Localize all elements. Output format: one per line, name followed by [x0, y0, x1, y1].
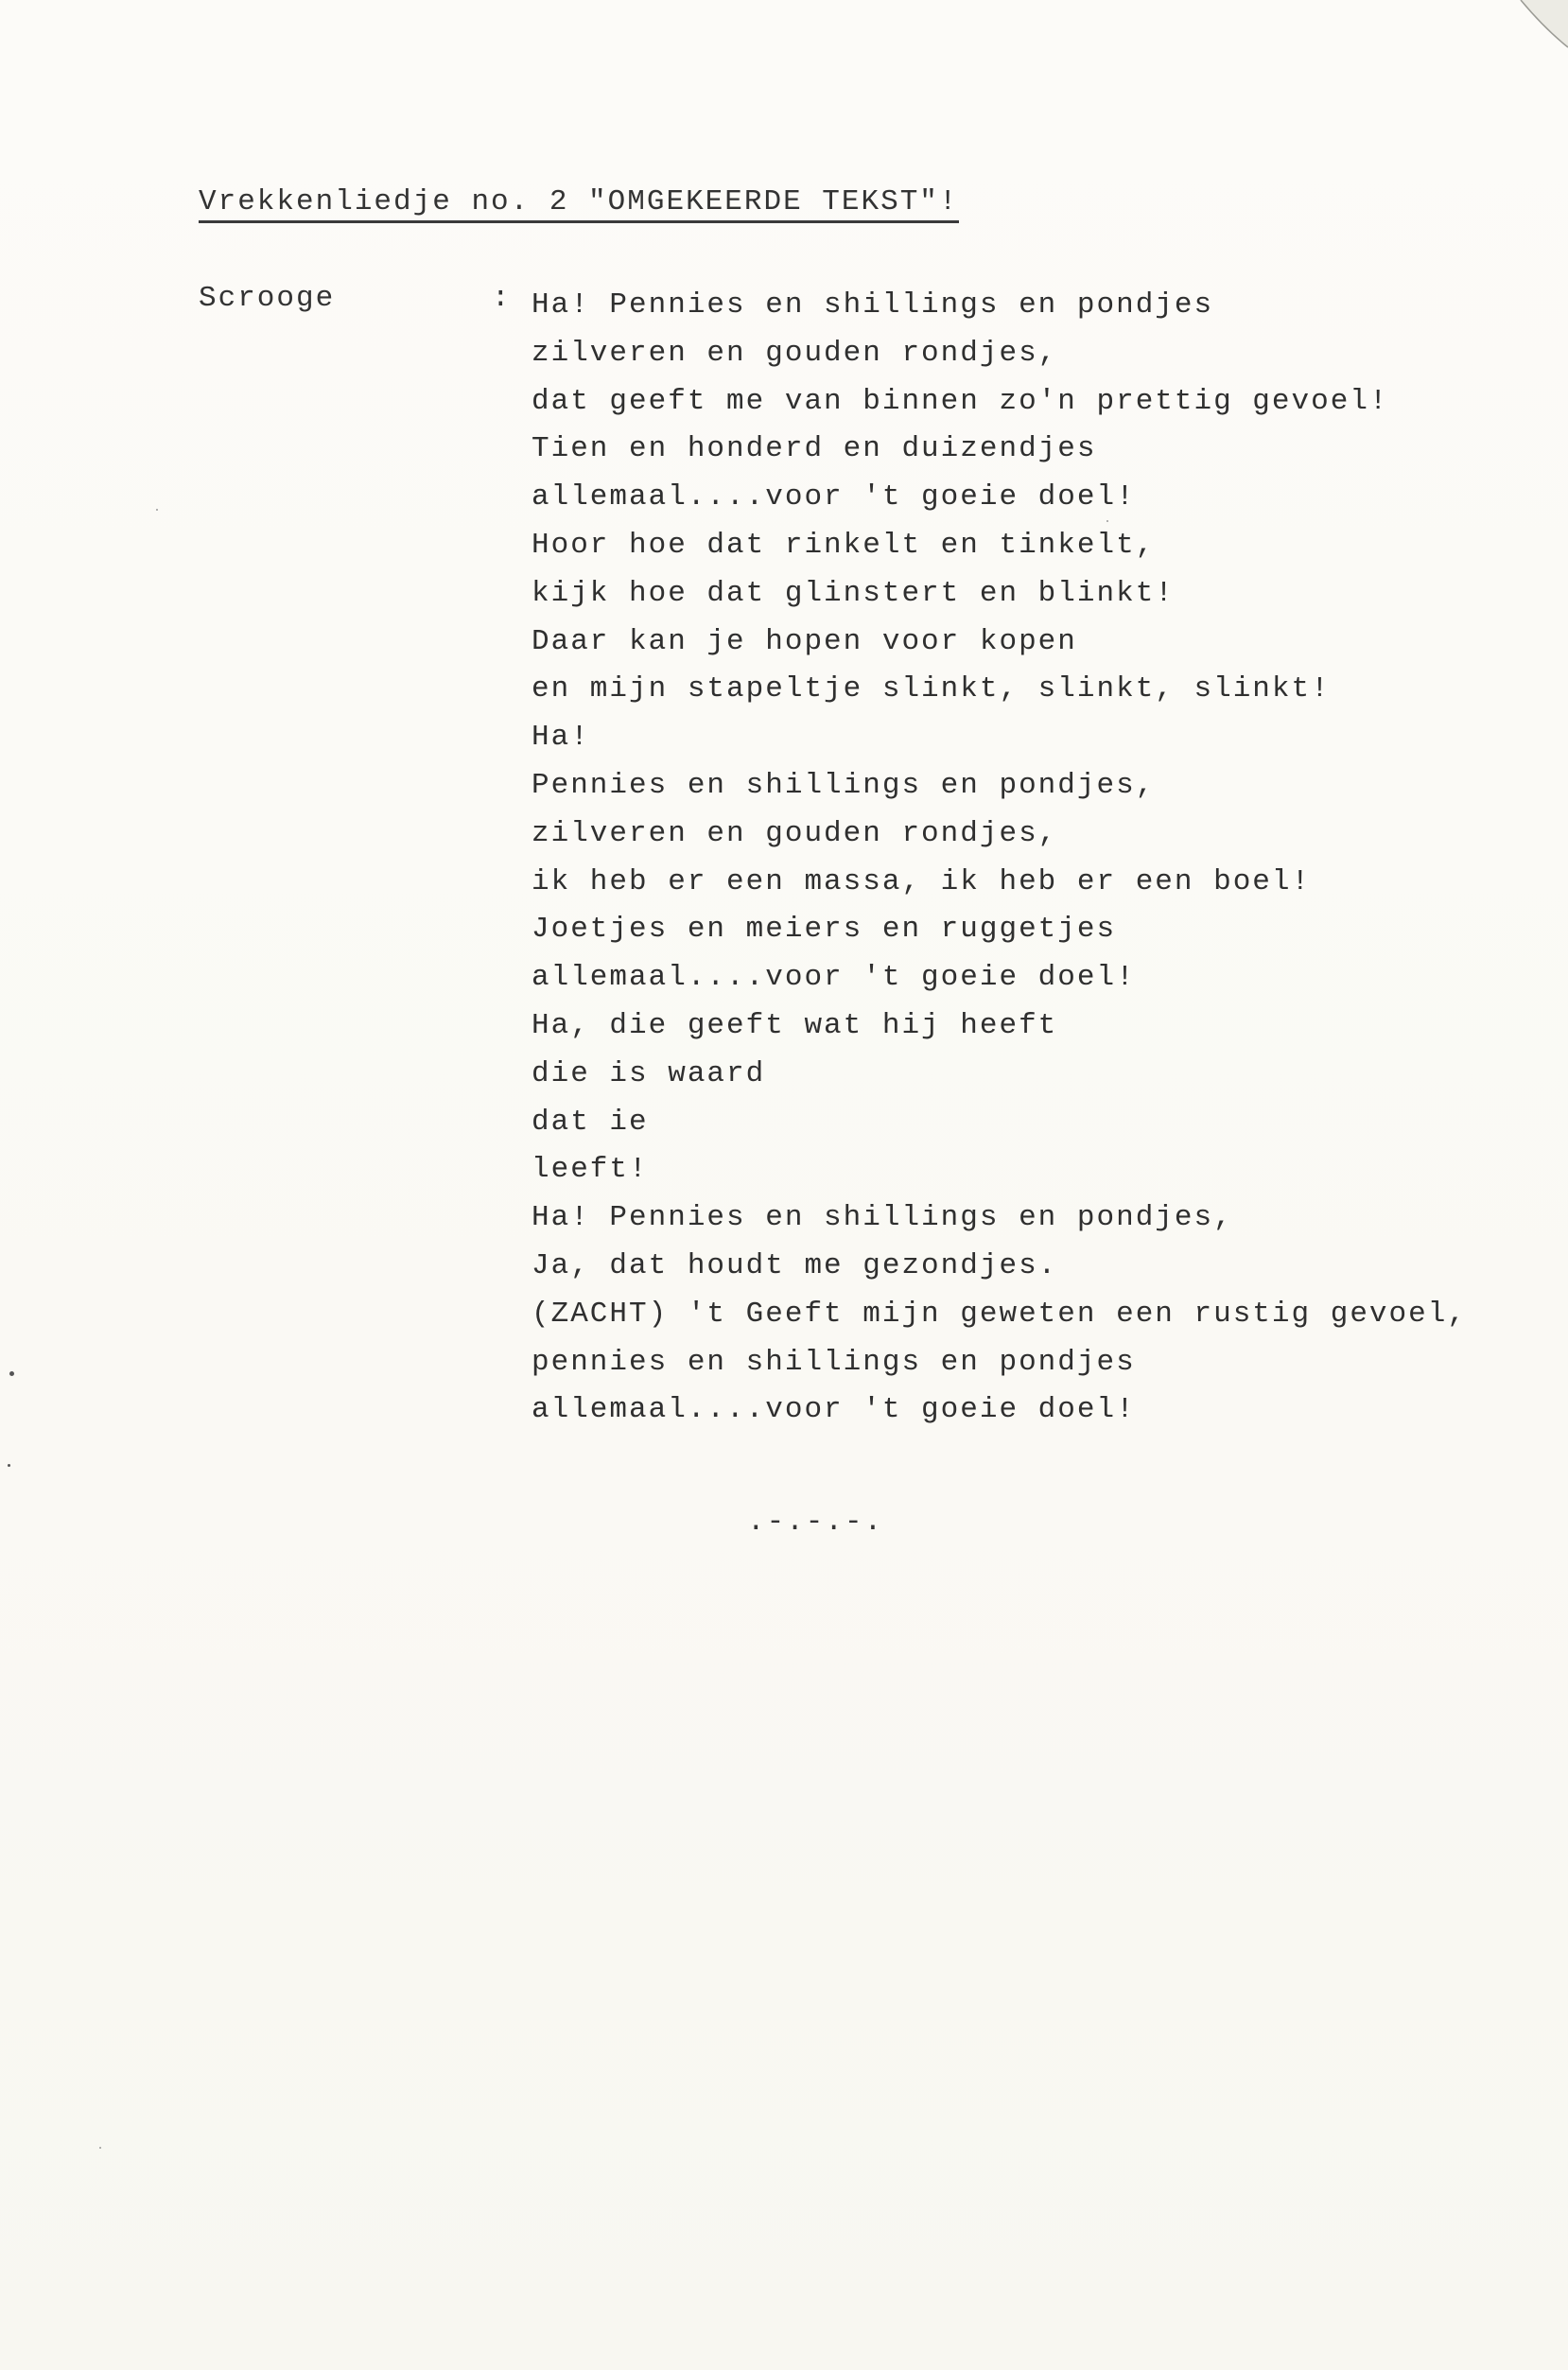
- lyric-line: Ha, die geeft wat hij heeft: [531, 1008, 1058, 1042]
- lyric-line: kijk hoe dat glinstert en blinkt!: [531, 576, 1175, 610]
- lyric-line: allemaal....voor 't goeie doel!: [531, 480, 1136, 514]
- lyric-line: Hoor hoe dat rinkelt en tinkelt,: [531, 528, 1156, 562]
- lyric-line: zilveren en gouden rondjes,: [531, 336, 1058, 370]
- lyric-line: dat geeft me van binnen zo'n prettig gevoel!: [531, 384, 1389, 418]
- lyric-line: ik heb er een massa, ik heb er een boel!: [531, 864, 1312, 898]
- lyric-line: die is waard: [531, 1056, 766, 1090]
- paper-speck: [9, 1371, 14, 1376]
- lyric-line: Tien en honderd en duizendjes: [531, 432, 1097, 466]
- lyric-line: allemaal....voor 't goeie doel!: [531, 1393, 1136, 1427]
- lyric-line: en mijn stapeltje slinkt, slinkt, slinkt!: [531, 672, 1331, 706]
- lyric-line: Ha!: [531, 721, 590, 755]
- lyrics-block: [531, 282, 1467, 1435]
- paper-speck: [156, 509, 158, 511]
- lyric-line: allemaal....voor 't goeie doel!: [531, 961, 1136, 995]
- song-title: Vrekkenliedje no. 2 "OMGEKEERDE TEKST"!: [199, 185, 959, 223]
- lyric-line: Ha! Pennies en shillings en pondjes,: [531, 1201, 1233, 1235]
- lyric-line: dat ie: [531, 1105, 649, 1139]
- paper-speck: [99, 2147, 101, 2149]
- lyric-line: Ja, dat houdt me gezondjes.: [531, 1248, 1058, 1282]
- lyric-line: Pennies en shillings en pondjes,: [531, 768, 1156, 802]
- lyric-line: (ZACHT) 't Geeft mijn geweten een rustig gevoel,: [531, 1297, 1467, 1331]
- lyric-line: Ha! Pennies en shillings en pondjes: [531, 288, 1214, 322]
- lyric-line: pennies en shillings en pondjes: [531, 1345, 1136, 1379]
- speaker-colon: :: [492, 282, 510, 315]
- page-corner-fold: [1502, 0, 1568, 66]
- paper-speck: [1106, 520, 1108, 522]
- end-divider: .-.-.-.: [747, 1506, 884, 1539]
- paper-speck: [8, 1464, 10, 1467]
- lyric-line: Daar kan je hopen voor kopen: [531, 624, 1077, 658]
- lyric-line: leeft!: [531, 1153, 649, 1187]
- lyric-line: zilveren en gouden rondjes,: [531, 816, 1058, 850]
- lyric-line: Joetjes en meiers en ruggetjes: [531, 913, 1117, 947]
- speaker-name: Scrooge: [199, 282, 336, 315]
